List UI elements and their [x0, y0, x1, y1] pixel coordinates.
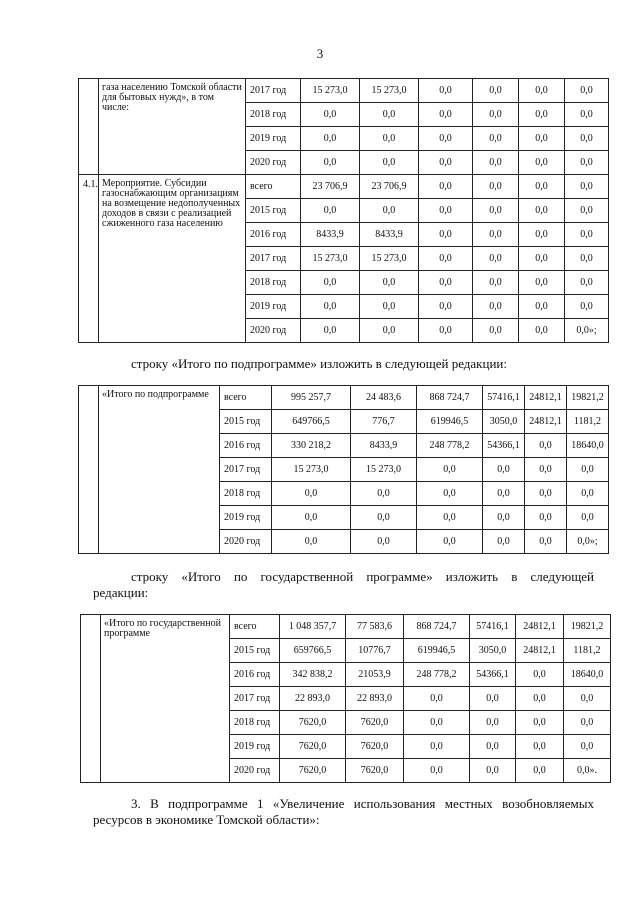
- year-cell: 2018 год: [246, 103, 301, 127]
- value-cell: 0,0: [419, 127, 473, 151]
- value-cell: 0,0: [360, 295, 419, 319]
- value-cell: 0,0: [483, 530, 525, 554]
- year-cell: 2019 год: [246, 127, 301, 151]
- value-cell: 0,0: [519, 319, 565, 343]
- value-cell: 0,0: [419, 271, 473, 295]
- year-cell: 2016 год: [246, 223, 301, 247]
- value-cell: 8433,9: [301, 223, 360, 247]
- value-cell: 0,0: [301, 127, 360, 151]
- year-cell: 2018 год: [230, 711, 280, 735]
- value-cell: 0,0: [404, 687, 470, 711]
- value-cell: 0,0: [360, 199, 419, 223]
- value-cell: 0,0: [419, 199, 473, 223]
- value-cell: 0,0: [419, 223, 473, 247]
- value-cell: 0,0: [516, 735, 564, 759]
- value-cell: 0,0: [567, 506, 609, 530]
- year-cell: 2019 год: [246, 295, 301, 319]
- value-cell: 1 048 357,7: [280, 615, 346, 639]
- value-cell: 3050,0: [470, 639, 516, 663]
- table-row: [79, 386, 609, 410]
- value-cell: 0,0: [525, 458, 567, 482]
- value-cell: 0,0: [470, 759, 516, 783]
- value-cell: 0,0: [417, 506, 483, 530]
- row-label: Мероприятие. Субсидии газоснабжающим организациям на возмещение недополученных доходов в связи с реализацией сжиженного газа населению: [99, 175, 246, 343]
- value-cell: 0,0: [419, 103, 473, 127]
- table-row: [79, 175, 609, 199]
- value-cell: 0,0: [473, 271, 519, 295]
- value-cell: 3050,0: [483, 410, 525, 434]
- value-cell: 0,0: [473, 103, 519, 127]
- year-cell: 2015 год: [246, 199, 301, 223]
- word: «Итого: [181, 569, 221, 584]
- value-cell: 0,0»;: [565, 319, 609, 343]
- value-cell: 0,0: [565, 103, 609, 127]
- value-cell: 0,0: [525, 506, 567, 530]
- value-cell: 57416,1: [483, 386, 525, 410]
- value-cell: 0,0: [473, 223, 519, 247]
- value-cell: 1181,2: [564, 639, 611, 663]
- value-cell: 77 583,6: [346, 615, 404, 639]
- value-cell: 0,0: [565, 151, 609, 175]
- year-cell: 2020 год: [220, 530, 272, 554]
- value-cell: 18640,0: [567, 434, 609, 458]
- year-cell: 2017 год: [246, 79, 301, 103]
- year-cell: 2019 год: [230, 735, 280, 759]
- page-number: 3: [316, 46, 324, 61]
- value-cell: 0,0: [360, 127, 419, 151]
- value-cell: 0,0: [419, 151, 473, 175]
- value-cell: 0,0: [473, 127, 519, 151]
- value-cell: 0,0: [564, 711, 611, 735]
- value-cell: 0,0: [272, 506, 351, 530]
- value-cell: 1181,2: [567, 410, 609, 434]
- value-cell: 0,0: [519, 199, 565, 223]
- value-cell: 619946,5: [417, 410, 483, 434]
- row-label: «Итого по государственной программе: [101, 615, 230, 783]
- table-row: [79, 79, 609, 103]
- section-paragraph-line2: ресурсов в экономике Томской области»:: [93, 812, 320, 827]
- value-cell: 0,0: [272, 530, 351, 554]
- value-cell: 0,0: [519, 103, 565, 127]
- year-cell: 2017 год: [246, 247, 301, 271]
- value-cell: 0,0: [516, 663, 564, 687]
- value-cell: 0,0: [564, 735, 611, 759]
- value-cell: 0,0: [470, 711, 516, 735]
- value-cell: 15 273,0: [301, 79, 360, 103]
- value-cell: 0,0: [519, 127, 565, 151]
- value-cell: 995 257,7: [272, 386, 351, 410]
- value-cell: 0,0: [565, 247, 609, 271]
- value-cell: 0,0: [473, 199, 519, 223]
- value-cell: 0,0: [483, 482, 525, 506]
- section-paragraph-line1: [131, 796, 594, 812]
- year-cell: всего: [220, 386, 272, 410]
- value-cell: 24 483,6: [351, 386, 417, 410]
- value-cell: 0,0: [417, 482, 483, 506]
- value-cell: 7620,0: [346, 711, 404, 735]
- value-cell: 0,0: [519, 223, 565, 247]
- value-cell: 0,0: [525, 482, 567, 506]
- year-cell: 2016 год: [220, 434, 272, 458]
- value-cell: 0,0: [301, 271, 360, 295]
- value-cell: 0,0: [301, 199, 360, 223]
- year-cell: всего: [246, 175, 301, 199]
- value-cell: 8433,9: [360, 223, 419, 247]
- table-row: [81, 615, 611, 639]
- value-cell: 0,0: [564, 687, 611, 711]
- value-cell: 0,0»;: [567, 530, 609, 554]
- value-cell: 0,0: [565, 199, 609, 223]
- year-cell: 2015 год: [220, 410, 272, 434]
- row-label: «Итого по подпрограмме: [99, 386, 220, 554]
- value-cell: 0,0: [483, 506, 525, 530]
- value-cell: 0,0: [360, 271, 419, 295]
- value-cell: 0,0: [565, 127, 609, 151]
- value-cell: 330 218,2: [272, 434, 351, 458]
- word: В: [150, 796, 159, 811]
- year-cell: 2018 год: [246, 271, 301, 295]
- value-cell: 7620,0: [346, 735, 404, 759]
- value-cell: 10776,7: [346, 639, 404, 663]
- value-cell: 0,0: [473, 295, 519, 319]
- value-cell: 0,0: [419, 79, 473, 103]
- value-cell: 15 273,0: [360, 79, 419, 103]
- value-cell: 15 273,0: [351, 458, 417, 482]
- value-cell: 649766,5: [272, 410, 351, 434]
- value-cell: 7620,0: [280, 711, 346, 735]
- value-cell: 248 778,2: [404, 663, 470, 687]
- value-cell: 0,0: [473, 175, 519, 199]
- value-cell: 22 893,0: [346, 687, 404, 711]
- word: изложить: [445, 569, 499, 584]
- value-cell: 0,0: [473, 79, 519, 103]
- value-cell: 0,0: [567, 458, 609, 482]
- value-cell: 0,0: [519, 271, 565, 295]
- value-cell: 0,0: [516, 711, 564, 735]
- word: государственной: [260, 569, 354, 584]
- year-cell: 2017 год: [220, 458, 272, 482]
- value-cell: 0,0: [565, 175, 609, 199]
- value-cell: 0,0: [473, 319, 519, 343]
- value-cell: 0,0: [565, 223, 609, 247]
- value-cell: 0,0: [519, 175, 565, 199]
- row-label: газа населению Томской области для бытовых нужд», в том числе:: [99, 79, 246, 175]
- year-cell: всего: [230, 615, 280, 639]
- value-cell: 24812,1: [516, 615, 564, 639]
- value-cell: 24812,1: [525, 386, 567, 410]
- value-cell: 0,0».: [564, 759, 611, 783]
- value-cell: 0,0: [516, 759, 564, 783]
- value-cell: 0,0: [419, 247, 473, 271]
- value-cell: 0,0: [301, 319, 360, 343]
- table-subprogram-total: [78, 385, 609, 554]
- word: по: [233, 569, 248, 584]
- word: в: [511, 569, 518, 584]
- value-cell: 15 273,0: [360, 247, 419, 271]
- value-cell: 24812,1: [525, 410, 567, 434]
- value-cell: 0,0: [483, 458, 525, 482]
- value-cell: 19821,2: [564, 615, 611, 639]
- year-cell: 2015 год: [230, 639, 280, 663]
- value-cell: 868 724,7: [417, 386, 483, 410]
- value-cell: 23 706,9: [301, 175, 360, 199]
- value-cell: 54366,1: [483, 434, 525, 458]
- value-cell: 0,0: [565, 271, 609, 295]
- value-cell: 8433,9: [351, 434, 417, 458]
- value-cell: 0,0: [419, 175, 473, 199]
- value-cell: 0,0: [419, 295, 473, 319]
- word: «Увеличение: [272, 796, 345, 811]
- value-cell: 0,0: [525, 434, 567, 458]
- value-cell: 248 778,2: [417, 434, 483, 458]
- value-cell: 776,7: [351, 410, 417, 434]
- value-cell: 0,0: [525, 530, 567, 554]
- value-cell: 23 706,9: [360, 175, 419, 199]
- value-cell: 0,0: [565, 295, 609, 319]
- row-number: [79, 79, 99, 175]
- value-cell: 0,0: [360, 103, 419, 127]
- table-subprogram-activity: [78, 78, 609, 343]
- value-cell: 21053,9: [346, 663, 404, 687]
- value-cell: 0,0: [516, 687, 564, 711]
- value-cell: 0,0: [519, 295, 565, 319]
- value-cell: 0,0: [519, 247, 565, 271]
- value-cell: 0,0: [419, 319, 473, 343]
- value-cell: 0,0: [360, 151, 419, 175]
- word: использования: [353, 796, 436, 811]
- value-cell: 15 273,0: [301, 247, 360, 271]
- word: следующей: [530, 569, 594, 584]
- value-cell: 18640,0: [564, 663, 611, 687]
- word: программе»: [366, 569, 433, 584]
- word: возобновляемых: [502, 796, 594, 811]
- year-cell: 2020 год: [230, 759, 280, 783]
- year-cell: 2019 год: [220, 506, 272, 530]
- value-cell: 0,0: [567, 482, 609, 506]
- value-cell: 0,0: [301, 151, 360, 175]
- value-cell: 57416,1: [470, 615, 516, 639]
- value-cell: 19821,2: [567, 386, 609, 410]
- value-cell: 22 893,0: [280, 687, 346, 711]
- value-cell: 0,0: [519, 151, 565, 175]
- year-cell: 2016 год: [230, 663, 280, 687]
- value-cell: 0,0: [470, 735, 516, 759]
- year-cell: 2018 год: [220, 482, 272, 506]
- word: строку: [131, 569, 169, 584]
- word: 1: [257, 796, 264, 811]
- value-cell: 0,0: [404, 711, 470, 735]
- value-cell: 0,0: [360, 319, 419, 343]
- word: подпрограмме: [168, 796, 248, 811]
- value-cell: 0,0: [351, 482, 417, 506]
- value-cell: 0,0: [417, 530, 483, 554]
- table-state-program-total: [80, 614, 611, 783]
- value-cell: 659766,5: [280, 639, 346, 663]
- value-cell: 0,0: [473, 247, 519, 271]
- year-cell: 2020 год: [246, 319, 301, 343]
- value-cell: 7620,0: [346, 759, 404, 783]
- value-cell: 7620,0: [280, 735, 346, 759]
- row-number: [81, 615, 101, 783]
- value-cell: 0,0: [519, 79, 565, 103]
- value-cell: 0,0: [565, 79, 609, 103]
- value-cell: 0,0: [470, 687, 516, 711]
- value-cell: 0,0: [473, 151, 519, 175]
- year-cell: 2020 год: [246, 151, 301, 175]
- instruction-paragraph: строку «Итого по подпрограмме» изложить в следующей редакции:: [131, 356, 507, 371]
- value-cell: 619946,5: [404, 639, 470, 663]
- value-cell: 24812,1: [516, 639, 564, 663]
- value-cell: 0,0: [272, 482, 351, 506]
- value-cell: 0,0: [351, 506, 417, 530]
- word: 3.: [131, 796, 141, 811]
- value-cell: 7620,0: [280, 759, 346, 783]
- row-number: 4.1.: [79, 175, 99, 343]
- value-cell: 0,0: [351, 530, 417, 554]
- value-cell: 868 724,7: [404, 615, 470, 639]
- row-number: [79, 386, 99, 554]
- value-cell: 0,0: [301, 295, 360, 319]
- instruction-paragraph-line2: редакции:: [93, 585, 149, 600]
- value-cell: 0,0: [301, 103, 360, 127]
- value-cell: 54366,1: [470, 663, 516, 687]
- value-cell: 0,0: [404, 735, 470, 759]
- year-cell: 2017 год: [230, 687, 280, 711]
- value-cell: 342 838,2: [280, 663, 346, 687]
- value-cell: 15 273,0: [272, 458, 351, 482]
- value-cell: 0,0: [417, 458, 483, 482]
- instruction-paragraph-line1: [131, 569, 594, 585]
- word: местных: [444, 796, 493, 811]
- value-cell: 0,0: [404, 759, 470, 783]
